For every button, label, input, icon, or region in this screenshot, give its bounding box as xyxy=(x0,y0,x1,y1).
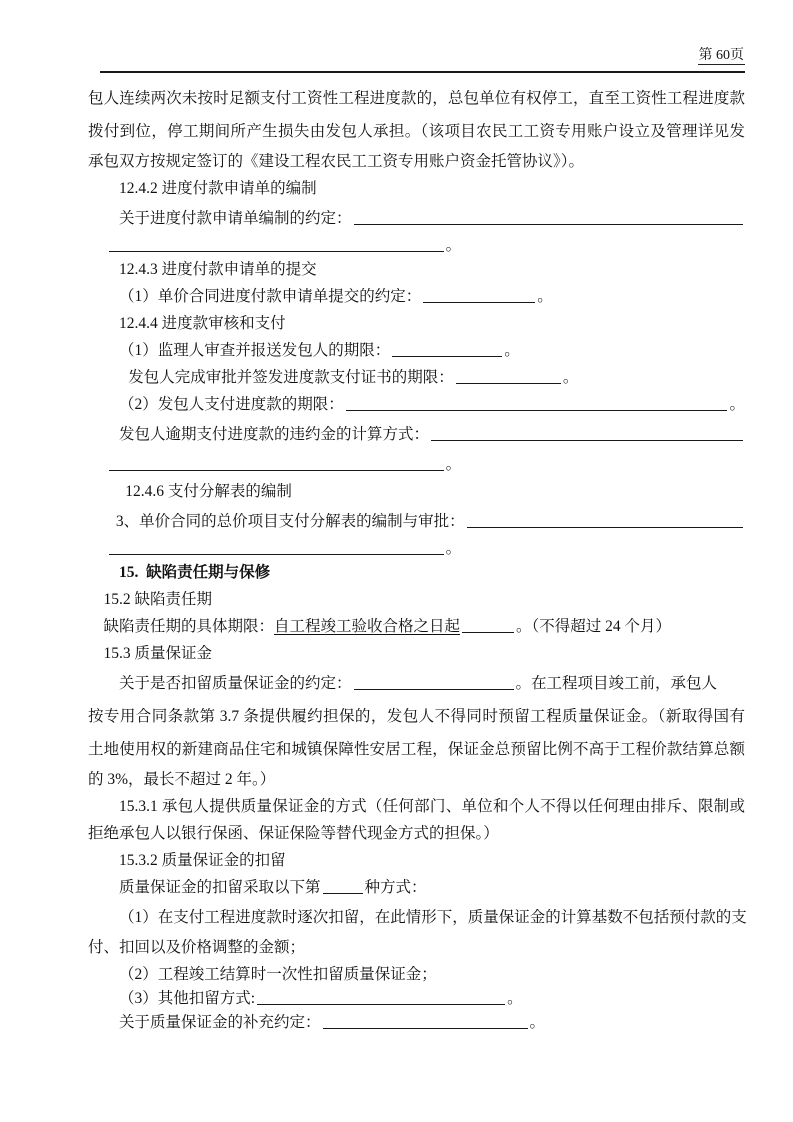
doc-text: （1）在支付工程进度款时逐次扣留，在此情形下，质量保证金的计算基数不包括预付款的支 xyxy=(119,909,747,926)
doc-line-32 xyxy=(88,961,745,988)
doc-line-5 xyxy=(88,202,745,235)
doc-text: 缺陷责任期的具体期限： xyxy=(103,618,275,635)
blank-field xyxy=(423,301,535,303)
doc-text: 关于是否扣留质量保证金的约定： xyxy=(119,675,352,692)
doc-text: 承包双方按规定签订的《建设工程农民工工资专用账户资金托管协议》）。 xyxy=(88,153,585,170)
doc-text: 12.4.6 支付分解表的编制 xyxy=(125,483,292,500)
doc-line-6 xyxy=(88,235,745,256)
doc-text: 。 xyxy=(445,237,462,254)
filled-blank-text: 自工程竣工验收合格之日起 xyxy=(274,618,461,635)
doc-line-26 xyxy=(88,793,745,820)
blank-field xyxy=(354,688,514,690)
doc-line-16 xyxy=(88,505,745,538)
blank-field xyxy=(456,382,561,384)
doc-line-34 xyxy=(88,1009,745,1036)
doc-line-22 xyxy=(88,667,745,700)
doc-text: 的 3%，最长不超过 2 年。） xyxy=(88,771,276,788)
blank-field xyxy=(257,1003,505,1005)
doc-line-18 xyxy=(88,559,745,586)
doc-text: 拒绝承包人以银行保函、保证保险等替代现金方式的担保。） xyxy=(88,825,499,842)
blank-field xyxy=(109,469,444,471)
doc-text: 包人连续两次未按时足额支付工资性工程进度款的，总包单位有权停工，直至工资性工程进度款 xyxy=(88,90,745,107)
doc-line-8 xyxy=(88,283,745,310)
blank-field xyxy=(346,409,728,411)
doc-text: 按专用合同条款第 3.7 条提供履约担保的，发包人不得同时预留工程质量保证金。（新取得国有 xyxy=(88,708,745,725)
doc-text: 土地使用权的新建商品住宅和城镇保障性安居工程，保证金总预留比例不高于工程价款结算总额 xyxy=(88,741,745,758)
doc-text: 种方式： xyxy=(364,879,427,896)
doc-text: 15.3.1 承包人提供质量保证金的方式（任何部门、单位和个人不得以任何理由排斥、限制或 xyxy=(119,798,745,815)
page-number: 第 60页 xyxy=(698,48,744,63)
doc-text: 15.2 缺陷责任期 xyxy=(103,591,213,608)
blank-field xyxy=(323,1027,528,1029)
doc-line-30 xyxy=(88,901,745,934)
doc-line-14 xyxy=(88,451,745,478)
doc-line-2 xyxy=(88,115,745,148)
doc-text: 。在工程项目竣工前，承包人 xyxy=(515,675,718,692)
doc-text: （2）工程竣工结算时一次性扣留质量保证金； xyxy=(119,966,437,983)
blank-field xyxy=(431,439,743,441)
doc-text: 。（不得超过 24 个月） xyxy=(516,618,672,635)
doc-text: 。 xyxy=(729,396,745,413)
doc-line-7 xyxy=(88,256,745,283)
doc-text: 。 xyxy=(445,540,462,557)
doc-text: （1）监理人审查并报送发包人的期限： xyxy=(119,342,391,359)
doc-line-29 xyxy=(88,874,745,901)
doc-line-19 xyxy=(88,586,745,613)
header-rule xyxy=(100,71,745,73)
doc-text: 12.4.2 进度付款申请单的编制 xyxy=(119,180,317,197)
doc-text: 。 xyxy=(504,342,520,359)
doc-line-17 xyxy=(88,538,745,559)
doc-line-12 xyxy=(88,391,745,418)
blank-field xyxy=(323,892,363,894)
doc-line-3 xyxy=(88,148,745,175)
doc-line-11 xyxy=(88,364,745,391)
doc-line-21 xyxy=(88,640,745,667)
doc-text: 付、扣回以及价格调整的金额； xyxy=(88,939,306,956)
doc-text: 15. 缺陷责任期与保修 xyxy=(119,564,271,581)
doc-text: 。 xyxy=(529,1014,546,1031)
blank-field xyxy=(392,355,502,357)
doc-text: 质量保证金的扣留采取以下第 xyxy=(119,879,321,896)
doc-text: 发包人逾期支付进度款的违约金的计算方式： xyxy=(119,426,430,443)
doc-line-1 xyxy=(88,82,745,115)
doc-line-4 xyxy=(88,175,745,202)
blank-field xyxy=(467,526,743,528)
doc-text: （2）发包人支付进度款的期限： xyxy=(119,396,344,413)
doc-line-9 xyxy=(88,310,745,337)
doc-line-31 xyxy=(88,934,745,961)
doc-text: 15.3.2 质量保证金的扣留 xyxy=(119,852,286,869)
doc-line-23 xyxy=(88,700,745,733)
doc-line-24 xyxy=(88,733,745,766)
blank-field xyxy=(462,631,514,633)
doc-text: 15.3 质量保证金 xyxy=(103,645,213,662)
doc-line-15 xyxy=(88,478,745,505)
doc-line-10 xyxy=(88,337,745,364)
doc-text: 。 xyxy=(537,288,553,305)
doc-text: 12.4.3 进度付款申请单的提交 xyxy=(119,261,317,278)
doc-text: 。 xyxy=(562,369,579,386)
blank-field xyxy=(354,223,743,225)
doc-text: 关于进度付款申请单编制的约定： xyxy=(119,210,352,227)
document-body xyxy=(88,82,745,1036)
page-header xyxy=(88,44,745,66)
doc-text: 拨付到位，停工期间所产生损失由发包人承担。（该项目农民工工资专用账户设立及管理详见发 xyxy=(88,123,745,140)
doc-text: 3、单价合同的总价项目支付分解表的编制与审批： xyxy=(115,513,465,530)
doc-text: 。 xyxy=(507,990,523,1007)
doc-line-25 xyxy=(88,766,745,793)
doc-text: 关于质量保证金的补充约定： xyxy=(119,1014,321,1031)
doc-line-27 xyxy=(88,820,745,847)
doc-line-33 xyxy=(88,988,745,1009)
blank-field xyxy=(109,250,444,252)
doc-text: 发包人完成审批并签发进度款支付证书的期限： xyxy=(128,369,454,386)
doc-text: 。 xyxy=(445,456,462,473)
doc-text: （1）单价合同进度付款申请单提交的约定： xyxy=(119,288,422,305)
blank-field xyxy=(109,553,444,555)
doc-line-20 xyxy=(88,613,745,640)
doc-text: （3）其他扣留方式: xyxy=(119,990,256,1007)
doc-line-13 xyxy=(88,418,745,451)
doc-text: 12.4.4 进度款审核和支付 xyxy=(119,315,286,332)
doc-line-28 xyxy=(88,847,745,874)
